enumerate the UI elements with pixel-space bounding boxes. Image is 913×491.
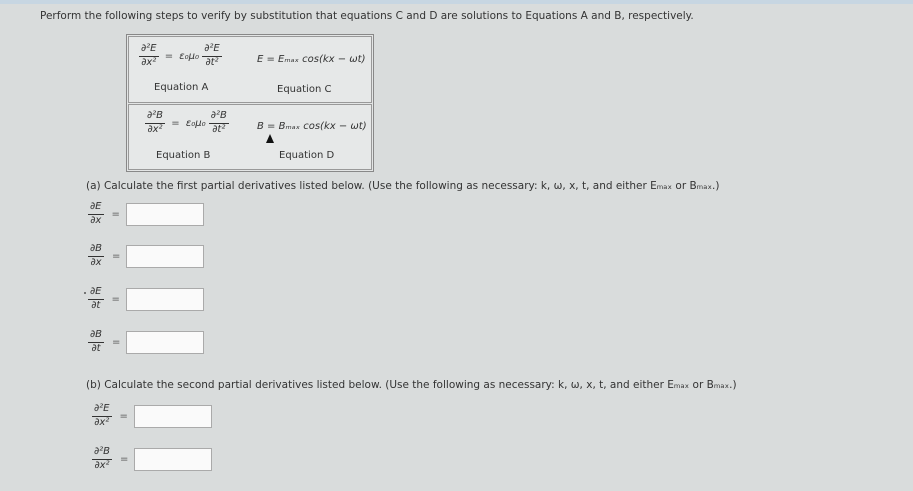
- equation-c-label: Equation C: [277, 84, 332, 95]
- equation-b: $\frac{\text{∂²B}}{\text{∂x²}}$ = ε₀μ₀ $\frac{\text{∂²B}}{\text{∂t²}}$: [147, 110, 227, 135]
- top-bar: [0, 0, 913, 4]
- dE-dx-row: $\frac{\partial E}{\partial x}$ =: [88, 202, 204, 226]
- dB-dx-answer-input[interactable]: [126, 245, 204, 268]
- dE-dt-answer-input[interactable]: [126, 288, 204, 311]
- dB-dx-label: $\frac{\partial B}{\partial x}$: [90, 243, 103, 268]
- dE-dx-answer-input[interactable]: [126, 203, 204, 226]
- instructions-text: Perform the following steps to verify by substitution that equations C and D are solutions to Equations A and B, respectively.: [40, 10, 694, 22]
- equation-a-rhs: $\frac{\text{∂²E}}{\text{∂t²}}$: [204, 43, 220, 68]
- equation-b-rhs: $\frac{\text{∂²B}}{\text{∂t²}}$: [210, 110, 227, 135]
- d2B-dx2-answer-input[interactable]: [134, 448, 212, 471]
- dB-dt-answer-input[interactable]: [126, 331, 204, 354]
- d2E-dx2-label: $\frac{\text{∂²E}}{\text{∂x²}}$: [94, 403, 110, 428]
- equations-row-1: [128, 36, 372, 103]
- equation-a-label: Equation A: [154, 82, 209, 93]
- equation-a: $\frac{\text{∂²E}}{\text{∂x²}}$ = ε₀μ₀ $\frac{\text{∂²E}}{\text{∂t²}}$: [141, 43, 220, 68]
- equation-a-lhs: $\frac{\text{∂²E}}{\text{∂x²}}$: [141, 43, 157, 68]
- d2B-dx2-label: $\frac{\text{∂²B}}{\text{∂x²}}$: [94, 446, 111, 471]
- dB-dt-row: $\frac{\partial B}{\partial t}$ =: [88, 330, 204, 354]
- dB-dx-row: $\frac{\partial B}{\partial x}$ =: [88, 244, 204, 268]
- d2E-dx2-answer-input[interactable]: [134, 405, 212, 428]
- equation-d-formula: B = Bₘₐₓ cos(kx − ωt): [257, 121, 367, 132]
- d2E-dx2-row: $\frac{\text{∂²E}}{\text{∂x²}}$ =: [92, 404, 212, 428]
- dE-dt-label: $\frac{\partial E}{\partial t}$: [90, 286, 102, 311]
- bullet-dot: [84, 292, 86, 294]
- equation-c-formula: E = Eₘₐₓ cos(kx − ωt): [257, 54, 366, 65]
- d2B-dx2-row: $\frac{\text{∂²B}}{\text{∂x²}}$ =: [92, 447, 212, 471]
- dE-dx-label: $\frac{\partial E}{\partial x}$: [90, 201, 102, 226]
- dB-dt-label: $\frac{\partial B}{\partial t}$: [90, 329, 103, 354]
- equation-b-label: Equation B: [156, 150, 211, 161]
- mouse-cursor-icon: [266, 134, 274, 143]
- part-a-prompt: (a) Calculate the first partial derivatives listed below. (Use the following as necessary: k, ω, x, t, and either Eₘₐₓ or Bₘₐₓ.): [86, 180, 720, 192]
- equations-row-2: [128, 104, 372, 170]
- part-b-prompt: (b) Calculate the second partial derivatives listed below. (Use the following as necessary: k, ω, x, t, and either Eₘₐₓ or Bₘₐₓ.): [86, 379, 737, 391]
- dE-dt-row: $\frac{\partial E}{\partial t}$ =: [88, 287, 204, 311]
- equation-b-lhs: $\frac{\text{∂²B}}{\text{∂x²}}$: [147, 110, 164, 135]
- equations-table: [126, 34, 374, 172]
- equation-d-label: Equation D: [279, 150, 335, 161]
